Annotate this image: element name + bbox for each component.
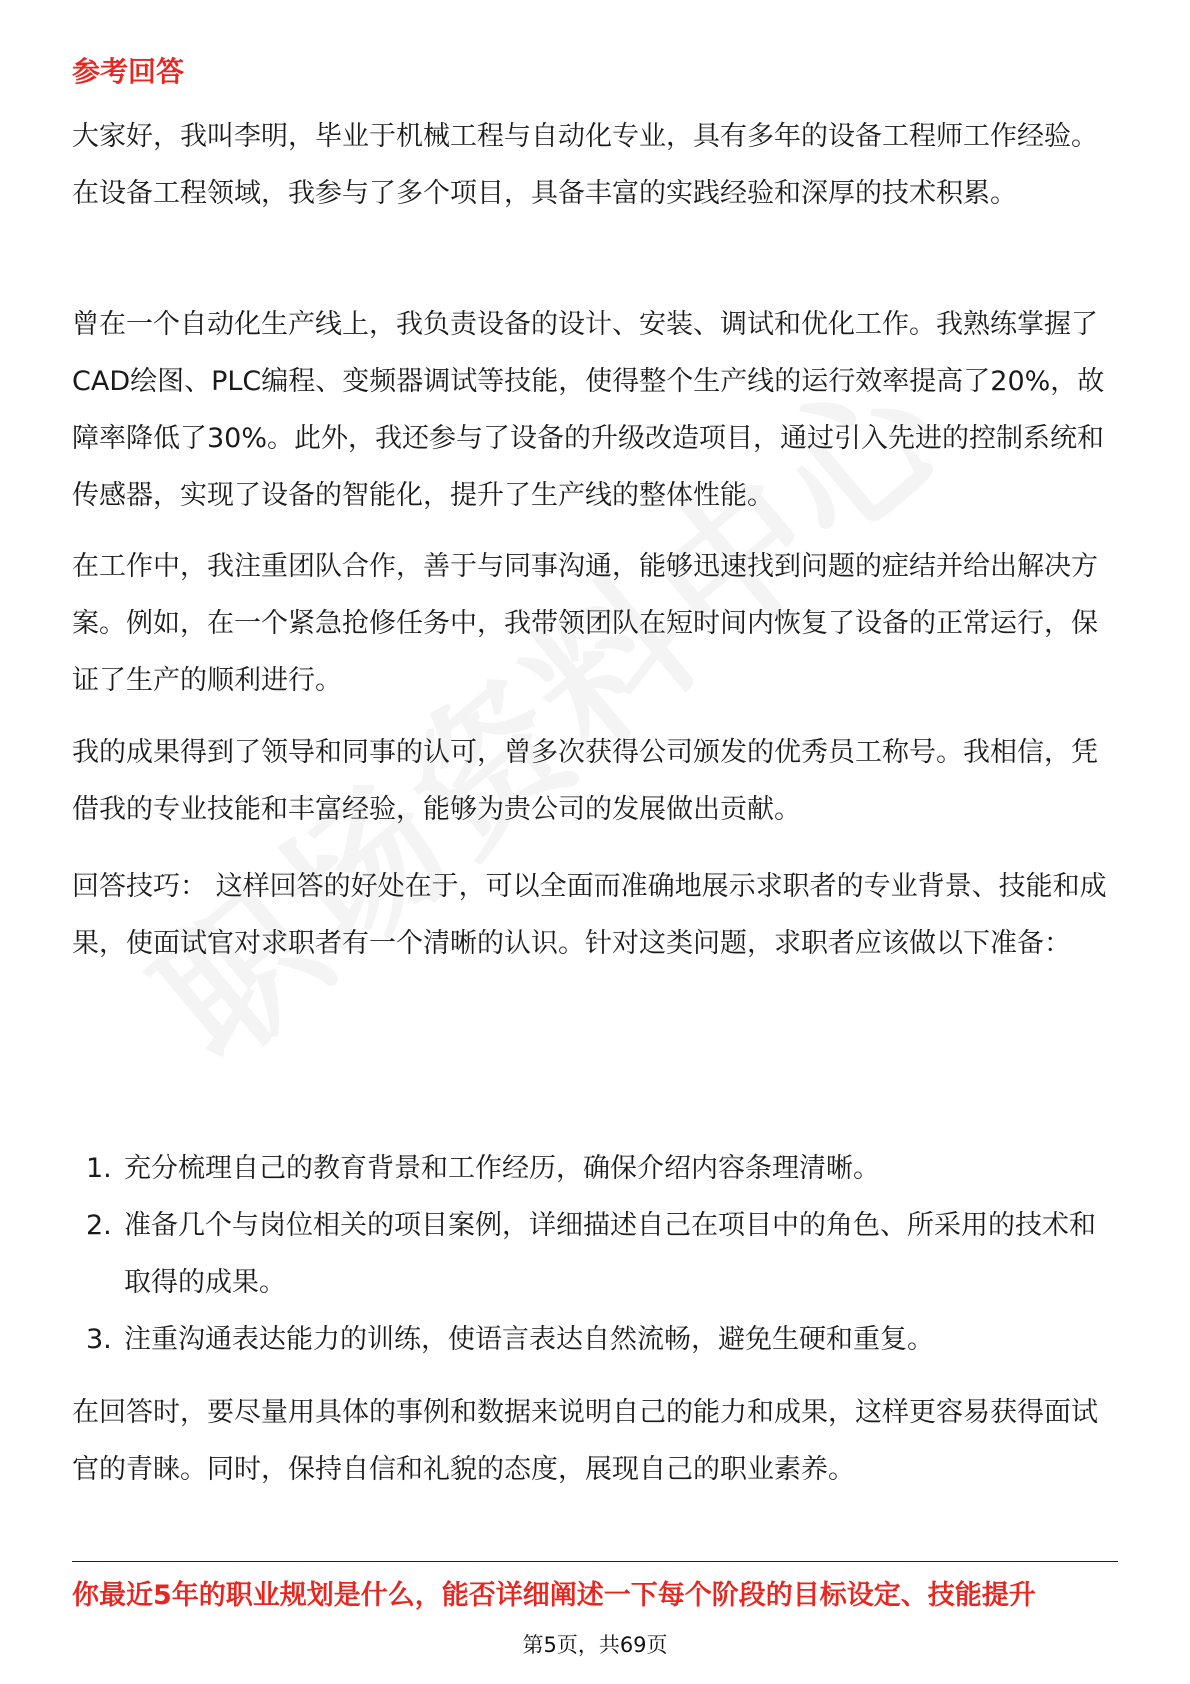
section-divider [72,1561,1118,1562]
list-item-number: 2. [86,1210,112,1241]
page-number: 第5页，共69页 [522,1633,668,1657]
list-item [72,1197,1118,1311]
achievement-paragraph: 我的成果得到了领导和同事的认可，曾多次获得公司颁发的优秀员工称号。我相信，凭借我的专业技能和丰富经验，能够为贵公司的发展做出贡献。 [72,737,1098,825]
intro-paragraph: 大家好，我叫李明，毕业于机械工程与自动化专业，具有多年的设备工程师工作经验。在设备工程领域，我参与了多个项目，具备丰富的实践经验和深厚的技术积累。 [72,121,1098,209]
list-item-text: 准备几个与岗位相关的项目案例，详细描述自己在项目中的角色、所采用的技术和取得的成果。 [124,1210,1096,1298]
list-item-number: 3. [86,1324,112,1355]
list-item-text: 注重沟通表达能力的训练，使语言表达自然流畅，避免生硬和重复。 [124,1324,934,1355]
list-item [72,1140,1118,1197]
closing-paragraph: 在回答时，要尽量用具体的事例和数据来说明自己的能力和成果，这样更容易获得面试官的青睐。同时，保持自信和礼貌的态度，展现自己的职业素养。 [72,1397,1098,1485]
experience-paragraph: 曾在一个自动化生产线上，我负责设备的设计、安装、调试和优化工作。我熟练掌握了CAD绘图、PLC编程、变频器调试等技能，使得整个生产线的运行效率提高了20%，故障率降低了30%。此外，我还参与了设备的升级改造项目，通过引入先进的控制系统和传感器，实现了设备的智能化，提升了生产线的整体性能。 [72,309,1105,511]
section-title: 参考回答 [72,55,185,88]
tips-list [72,1140,1118,1368]
list-item-text: 充分梳理自己的教育背景和工作经历，确保介绍内容条理清晰。 [124,1153,880,1184]
answer-tips-paragraph: 回答技巧： 这样回答的好处在于，可以全面而准确地展示求职者的专业背景、技能和成果，使面试官对求职者有一个清晰的认识。针对这类问题，求职者应该做以下准备： [72,871,1107,959]
teamwork-paragraph: 在工作中，我注重团队合作，善于与同事沟通，能够迅速找到问题的症结并给出解决方案。例如，在一个紧急抢修任务中，我带领团队在短时间内恢复了设备的正常运行，保证了生产的顺利进行。 [72,551,1098,696]
list-item-number: 1. [86,1153,112,1184]
list-item [72,1311,1118,1368]
next-question-title: 你最近5年的职业规划是什么，能否详细阐述一下每个阶段的目标设定、技能提升 [72,1580,1036,1611]
